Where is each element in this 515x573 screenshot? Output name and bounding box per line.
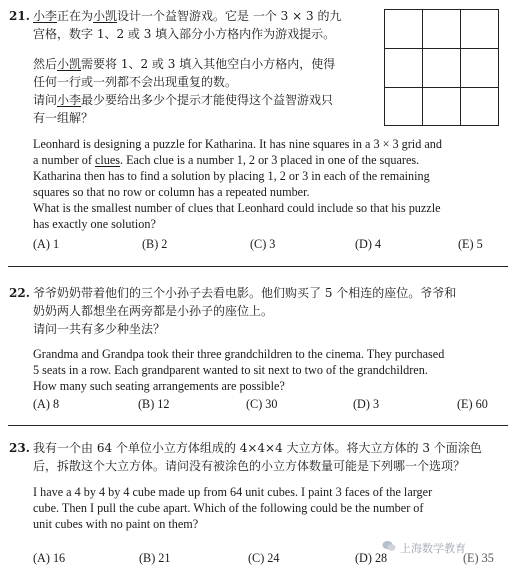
option-e[interactable]: (E) 60: [457, 397, 488, 411]
q21-zh-line-2: 宫格，数字 1、2 或 3 填入部分小方格内作为游戏提示。: [33, 27, 336, 41]
divider: [8, 266, 508, 267]
question-21: [0, 0, 515, 265]
option-d[interactable]: (D) 28: [355, 551, 388, 565]
q21-en-line-4: squares so that no row or column has a repeated number.: [33, 185, 310, 199]
q21-en-line-2: a number of clues. Each clue is a number 1, 2 or 3 placed in one of the squares.: [33, 153, 420, 167]
wechat-icon: [382, 540, 396, 552]
q21-zh-line-4: 任何一行或一列都不会出现重复的数。: [33, 75, 238, 89]
q22-en-line-1: Grandma and Grandpa took their three grandchildren to the cinema. They purchased: [33, 347, 445, 361]
q22-en-line-3: How many such seating arrangements are possible?: [33, 379, 285, 393]
q23-en-line-3: unit cubes with no paint on them?: [33, 517, 199, 531]
option-d[interactable]: (D) 4: [355, 237, 382, 251]
q23-en-line-2: cube. Then I pull the cube apart. Which of the following could be the number of: [33, 501, 424, 515]
q23-zh-line-1: 我有一个由 64 个单位小立方体组成的 4×4×4 大立方体。将大立方体的 3 个面涂色: [33, 441, 482, 455]
q22-zh-line-3: 请问一共有多少种坐法？: [33, 322, 166, 336]
option-a[interactable]: (A) 8: [33, 397, 60, 411]
q21-zh-line-3: 然后小凯需要将 1、2 或 3 填入其他空白小方格内，使得: [33, 57, 336, 71]
q22-zh-line-2: 奶奶两人都想坐在两旁都是小孙子的座位上。: [33, 304, 274, 318]
option-a[interactable]: (A) 16: [33, 551, 66, 565]
option-b[interactable]: (B) 21: [139, 551, 171, 565]
option-d[interactable]: (D) 3: [353, 397, 380, 411]
q21-zh-line-5: 请问小李最少要给出多少个提示才能使得这个益智游戏只: [33, 93, 334, 107]
question-number: 21.: [9, 9, 30, 23]
q21-en-line-1: Leonhard is designing a puzzle for Katharina. It has nine squares in a 3 × 3 grid and: [33, 137, 442, 151]
q21-zh-line-1: 小李正在为小凯设计一个益智游戏。它是 一个 3 × 3 的九: [33, 9, 342, 23]
three-by-three-grid: [384, 9, 499, 126]
q22-options: [33, 397, 493, 413]
option-c[interactable]: (C) 3: [250, 237, 276, 251]
q23-zh-line-2: 后，拆散这个大立方体。请问没有被涂色的小立方体数量可能是下列哪一个选项？: [33, 459, 466, 473]
watermark: 上海数学教育: [400, 542, 466, 555]
q21-options: [33, 237, 493, 253]
q21-zh-line-6: 有一组解？: [33, 111, 94, 125]
option-b[interactable]: (B) 12: [138, 397, 170, 411]
divider: [8, 425, 508, 426]
option-e[interactable]: (E) 35: [463, 551, 494, 565]
q22-zh-line-1: 爷爷奶奶带着他们的三个小孙子去看电影。他们购买了 5 个相连的座位。爷爷和: [33, 286, 457, 300]
option-c[interactable]: (C) 30: [246, 397, 278, 411]
option-a[interactable]: (A) 1: [33, 237, 60, 251]
q21-en-line-6: has exactly one solution?: [33, 217, 156, 231]
q21-en-line-5: What is the smallest number of clues that Leonhard could include so that his puzzle: [33, 201, 441, 215]
option-b[interactable]: (B) 2: [142, 237, 168, 251]
q21-en-line-3: Katharina then has to find a solution by placing 1, 2 or 3 in each of the remaining: [33, 169, 430, 183]
question-number: 22.: [9, 286, 30, 300]
option-c[interactable]: (C) 24: [248, 551, 280, 565]
option-e[interactable]: (E) 5: [458, 237, 483, 251]
question-number: 23.: [9, 441, 30, 455]
q23-en-line-1: I have a 4 by 4 by 4 cube made up from 64 unit cubes. I paint 3 faces of the larger: [33, 485, 433, 499]
q22-en-line-2: 5 seats in a row. Each grandparent wanted to sit next to two of the grandchildren.: [33, 363, 428, 377]
